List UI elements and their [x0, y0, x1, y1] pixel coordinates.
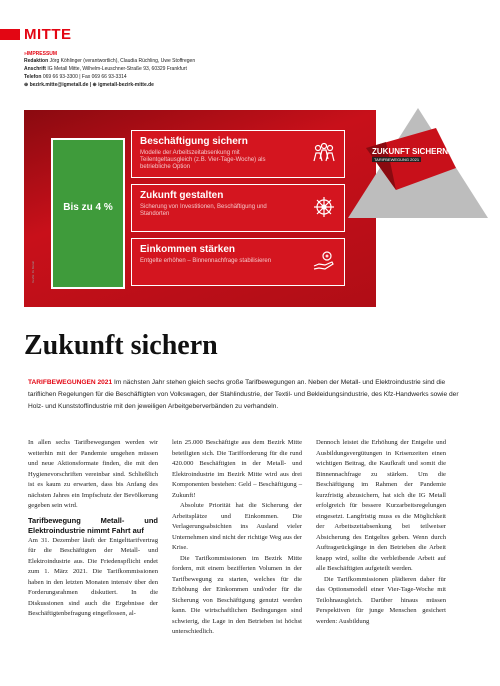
impressum-telefon	[24, 74, 127, 80]
badge-title: ZUKUNFT SICHERN.	[372, 147, 451, 156]
anschrift-text: IG Metall Mitte, Wilhelm-Leuschner-Straße 93, 60329 Frankfurt	[47, 66, 187, 72]
paragraph: Absolute Priorität hat die Sicherung der Arbeitsplätze und Einkommen. Die Verlagerungsabsichten ins Ausland vieler Unternehmen sind nicht der richtige Weg aus der Krise.	[172, 502, 302, 551]
logo-bar	[0, 29, 20, 40]
article-lead	[28, 377, 468, 413]
wheel-icon	[312, 195, 336, 219]
hero-box-title: Beschäftigung sichern	[140, 136, 248, 147]
hero-box-sub: Sicherung von Investitionen, Beschäftigung und Standorten	[140, 204, 267, 217]
redaktion-text: Jörg Köhlinger (verantwortlich), Claudia Rüchling, Uwe Stoffregen	[49, 58, 196, 64]
telefon-text: 069 66 93-3300 | Fax 069 66 93-3314	[42, 74, 127, 80]
impressum-anschrift	[24, 66, 187, 72]
subheading: Tarifbewegung Metall- und Elektroindustrie nimmt Fahrt auf	[28, 515, 158, 535]
hero-box-title: Zukunft gestalten	[140, 190, 224, 201]
hero-box-employment	[131, 130, 345, 178]
anschrift-label: Anschrift	[24, 66, 46, 72]
paragraph: lein 25.000 Beschäftigte aus dem Bezirk Mitte beteiligten sich. Die Tarifforderung für die rund 420.000 Beschäftigten in der Metall- und Elektroindustrie im Bezirk Mitte wird aus drei Komponenten bestehen: Geld – Beschäftigung – Zukunft!	[172, 439, 302, 499]
hero-box-future	[131, 184, 345, 232]
paragraph: Die Tarifkommissionen plädieren daher für das Optionsmodell einer Vier-Tage-Woche mit Teilohnausgleich. Darüber hinaus müssen Perspektiven für junge Menschen gesichert werden: Ausbildung	[316, 575, 446, 625]
hero-box-sub: Modelle der Arbeitszeitabsenkung mit Teilentgeltausgleich (z.B. Vier-Tage-Woche) als betriebliche Option	[140, 150, 266, 170]
telefon-label: Telefon	[24, 74, 42, 80]
paragraph: Dennoch leistet die Erhöhung der Entgelte und Ausbildungsvergütungen in Krisenzeiten einen wichtigen Beitrag, die Kaufkraft und somit die Binnennachfrage zu stärken. Um die Beschäftigung im Rahmen der Pandemie kurzfristig abzusichern, hat sich die IG Metall erfolgreich für bessere Kurzarbeitsregelungen eingesetzt. Langfristig muss es die Möglichkeit der Arbeitszeitabsenkung bei teilweiser Absicherung des Entgeltes geben. Wenn durch Auftragsrückgänge in den Betrieben die Arbeit knapp wird, sollte die verbleibende Arbeit auf alle Beschäftigten aufgeteilt werden.	[316, 439, 446, 572]
article-column-2	[172, 438, 302, 638]
paragraph: In allen sechs Tarifbewegungen werden wir weiterhin mit der Pandemie umgehen müssen und neue Aktionsformate finden, die mit den Hygienevorschriften vereinbar sind. Schließlich ist es kaum zu erwarten, dass bis Anfang des nächsten Jahres ein Impfschutz der Bevölkerung gegeben sein wird.	[28, 439, 158, 509]
article-column-1	[28, 438, 158, 620]
hand-money-icon	[312, 249, 336, 273]
article-column-3	[316, 438, 446, 627]
lead-text: Im nächsten Jahr stehen gleich sechs große Tarifbewegungen an. Neben der Metall- und Elektroindustrie sind die tariflichen Regelungen für die Beschäftigten von Volkswagen, der Stahlindustrie, der Textil- und Bekleidungsindustrie, des Kfz-Handwerks sowie der Holz- und Kunststoffindustrie mit den jeweiligen Arbeitgeberverbänden zu verhandeln.	[28, 379, 459, 410]
section-logo: MITTE	[24, 26, 72, 43]
green-label: Bis zu 4 %	[63, 202, 113, 213]
impressum-redaktion	[24, 58, 195, 64]
lead-tag: TARIFBEWEGUNGEN 2021	[28, 379, 113, 386]
hero-box-sub: Entgelte erhöhen – Binnennachfrage stabilisieren	[140, 258, 272, 264]
impressum-title: »IMPRESSUM	[24, 51, 58, 57]
people-icon	[312, 141, 336, 165]
impressum-contact[interactable]: ⊕ bezirk.mitte@igmetall.de | ⊕ igmetall-bezirk-mitte.de	[24, 82, 154, 88]
paragraph: Die Tarifkommissionen im Bezirk Mitte fordern, mit einem bezifferten Volumen in der Tarifbewegung zu starten, welches für die Erhöhung der Einkommen und/oder für die Sicherung von Beschäftigung genutzt werden kann. Die wirtschaftlichen Bedingungen sind schwierig, die Lage in den Betrieben ist höchst unterschiedlich.	[172, 554, 302, 635]
article-headline: Zukunft sichern	[24, 330, 218, 361]
image-credit: Grafik: IG Metall	[30, 261, 35, 283]
hero-box-title: Einkommen stärken	[140, 244, 236, 255]
badge-subtitle: TARIFBEWEGUNG 2021	[374, 157, 420, 162]
green-box	[51, 138, 125, 289]
hero-box-income	[131, 238, 345, 286]
redaktion-label: Redaktion	[24, 58, 49, 64]
paragraph: Am 31. Dezember läuft der Entgelttarifvertrag für die Beschäftigten der Metall- und Elektroindustrie aus. Die Friedenspflicht endet zum 1. März 2021. Die Tarifkommissionen haben in den letzten Monaten intensiv über den Forderungsrahmen diskutiert. In die Diskussionen sind auch die Ergebnisse der Beschäftigtenbefragung eingeflossen, al-	[28, 536, 158, 617]
hero-graphic	[24, 110, 376, 307]
